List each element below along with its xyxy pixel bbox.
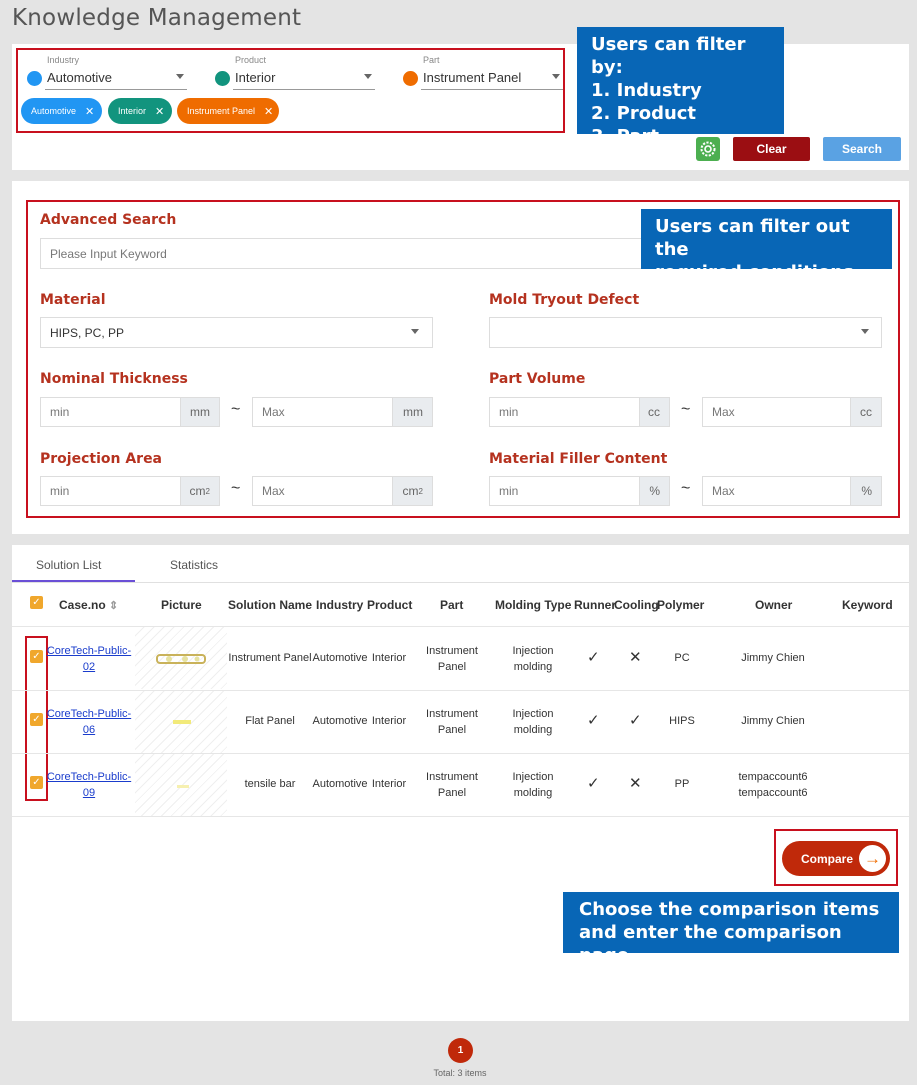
projection-max-input[interactable]: Max [252, 476, 393, 506]
owner-cell: tempaccount6 tempaccount6 [738, 771, 808, 799]
material-select[interactable]: HIPS, PC, PP [40, 317, 433, 348]
total-items: Total: 3 items [433, 1068, 487, 1078]
thickness-min-input[interactable]: min [40, 397, 181, 427]
keyword-input[interactable]: Please Input Keyword [40, 238, 882, 269]
unit-percent: % [850, 476, 882, 506]
check-icon: ✓ [587, 712, 600, 729]
thickness-label: Nominal Thickness [40, 371, 188, 387]
filler-label: Material Filler Content [489, 451, 668, 467]
arrow-right-icon: → [859, 845, 886, 872]
defect-select[interactable] [489, 317, 882, 348]
molding-cell: Injection molding [512, 708, 554, 736]
close-icon[interactable]: ✕ [85, 105, 95, 118]
unit-percent: % [639, 476, 670, 506]
unit-cc: cc [850, 397, 882, 427]
part-dot [403, 71, 418, 86]
industry-cell: Automotive [312, 652, 368, 664]
header-molding-type: Molding Type [495, 598, 572, 612]
compare-callout: Choose the comparison items and enter the comparison page [563, 892, 899, 953]
product-select[interactable]: Interior [235, 70, 276, 85]
header-industry: Industry [316, 598, 364, 612]
check-icon: ✓ [587, 649, 600, 666]
solution-name: tensile bar [244, 778, 296, 790]
header-solution-name: Solution Name [228, 598, 313, 612]
range-tilde: ~ [681, 480, 691, 497]
molding-cell: Injection molding [512, 645, 554, 673]
material-label: Material [40, 292, 106, 308]
advanced-search-title: Advanced Search [40, 212, 177, 228]
header-owner: Owner [755, 598, 793, 612]
header-product: Product [367, 598, 413, 612]
solution-name: Instrument Panel [228, 652, 312, 664]
page-title: Knowledge Management [12, 5, 302, 31]
header-picture: Picture [161, 598, 202, 612]
check-icon: ✓ [629, 712, 642, 729]
header-cooling: Cooling [614, 598, 659, 612]
filler-min-input[interactable]: min [489, 476, 640, 506]
row-checkbox[interactable]: ✓ [30, 650, 43, 663]
chevron-down-icon[interactable] [176, 74, 184, 79]
advanced-callout: Users can filter out the required conditions. [641, 209, 892, 269]
cross-icon: ✕ [629, 649, 642, 666]
filler-max-input[interactable]: Max [702, 476, 851, 506]
header-polymer: Polymer [657, 598, 705, 612]
filter-highlight-box [16, 48, 565, 133]
tab-solution-list[interactable]: Solution List [36, 558, 102, 572]
industry-cell: Automotive [312, 778, 368, 790]
volume-max-input[interactable]: Max [702, 397, 851, 427]
check-icon: ✓ [587, 775, 600, 792]
gear-icon[interactable] [696, 137, 720, 161]
owner-cell: Jimmy Chien [741, 652, 805, 664]
unit-cm2: cm 2 [180, 476, 220, 506]
search-button[interactable]: Search [823, 137, 901, 161]
part-thumbnail [135, 627, 227, 689]
chip-industry[interactable] [21, 98, 102, 124]
projection-min-input[interactable]: min [40, 476, 181, 506]
part-cell: Instrument Panel [426, 645, 478, 673]
part-cell: Instrument Panel [426, 708, 478, 736]
molding-cell: Injection molding [512, 771, 554, 799]
unit-cc: cc [639, 397, 670, 427]
header-runner: Runner [574, 598, 616, 612]
chip-product[interactable] [108, 98, 172, 124]
defect-label: Mold Tryout Defect [489, 292, 640, 308]
sort-icon[interactable]: ⇕ [109, 600, 119, 612]
tab-statistics[interactable]: Statistics [170, 558, 219, 572]
select-all-checkbox[interactable]: ✓ [30, 596, 43, 609]
product-label: Product [235, 55, 267, 65]
industry-dot [27, 71, 42, 86]
close-icon[interactable]: ✕ [155, 105, 165, 118]
clear-button[interactable]: Clear [733, 137, 810, 161]
header-keyword: Keyword [842, 598, 893, 612]
compare-button[interactable] [782, 841, 890, 876]
chip-part[interactable] [177, 98, 279, 124]
row-checkbox[interactable]: ✓ [30, 713, 43, 726]
solution-name: Flat Panel [245, 715, 295, 727]
industry-cell: Automotive [312, 715, 368, 727]
product-dot [215, 71, 230, 86]
row-checkbox[interactable]: ✓ [30, 776, 43, 789]
cross-icon: ✕ [629, 775, 642, 792]
header-part: Part [440, 598, 464, 612]
header-case-no[interactable]: Case.no ⇕ [59, 598, 119, 612]
volume-label: Part Volume [489, 371, 586, 387]
product-cell: Interior [371, 715, 407, 727]
chevron-down-icon[interactable] [861, 329, 869, 334]
chevron-down-icon[interactable] [364, 74, 372, 79]
part-label: Part [423, 55, 440, 65]
polymer-cell: PC [674, 652, 690, 664]
chevron-down-icon[interactable] [411, 329, 419, 334]
close-icon[interactable]: ✕ [264, 105, 274, 118]
part-thumbnail [135, 691, 227, 753]
polymer-cell: PP [674, 778, 690, 790]
case-link[interactable]: CoreTech-Public- 06 [46, 708, 132, 736]
chip-label: Instrument Panel [187, 106, 256, 116]
product-cell: Interior [371, 652, 407, 664]
volume-min-input[interactable]: min [489, 397, 640, 427]
projection-label: Projection Area [40, 451, 163, 467]
case-link[interactable]: CoreTech-Public- 09 [46, 771, 132, 799]
compare-label: Compare [801, 851, 854, 866]
unit-mm: mm [392, 397, 433, 427]
industry-label: Industry [47, 55, 80, 65]
product-cell: Interior [371, 778, 407, 790]
chip-label: Interior [118, 106, 147, 116]
part-cell: Instrument Panel [426, 771, 478, 799]
unit-cm2: cm 2 [392, 476, 433, 506]
chip-label: Automotive [31, 106, 77, 116]
polymer-cell: HIPS [669, 715, 695, 727]
unit-mm: mm [180, 397, 220, 427]
owner-cell: Jimmy Chien [741, 715, 805, 727]
range-tilde: ~ [231, 401, 241, 418]
part-select[interactable]: Instrument Panel [423, 70, 522, 85]
case-link[interactable]: CoreTech-Public- 02 [46, 645, 132, 673]
part-thumbnail [135, 754, 227, 816]
range-tilde: ~ [231, 480, 241, 497]
industry-select[interactable]: Automotive [47, 70, 113, 85]
page-button-1[interactable]: 1 [448, 1038, 473, 1063]
range-tilde: ~ [681, 401, 691, 418]
filter-callout: Users can filter by: 1. Industry 2. Product 3. Part [577, 27, 784, 134]
thickness-max-input[interactable]: Max [252, 397, 393, 427]
chevron-down-icon[interactable] [552, 74, 560, 79]
